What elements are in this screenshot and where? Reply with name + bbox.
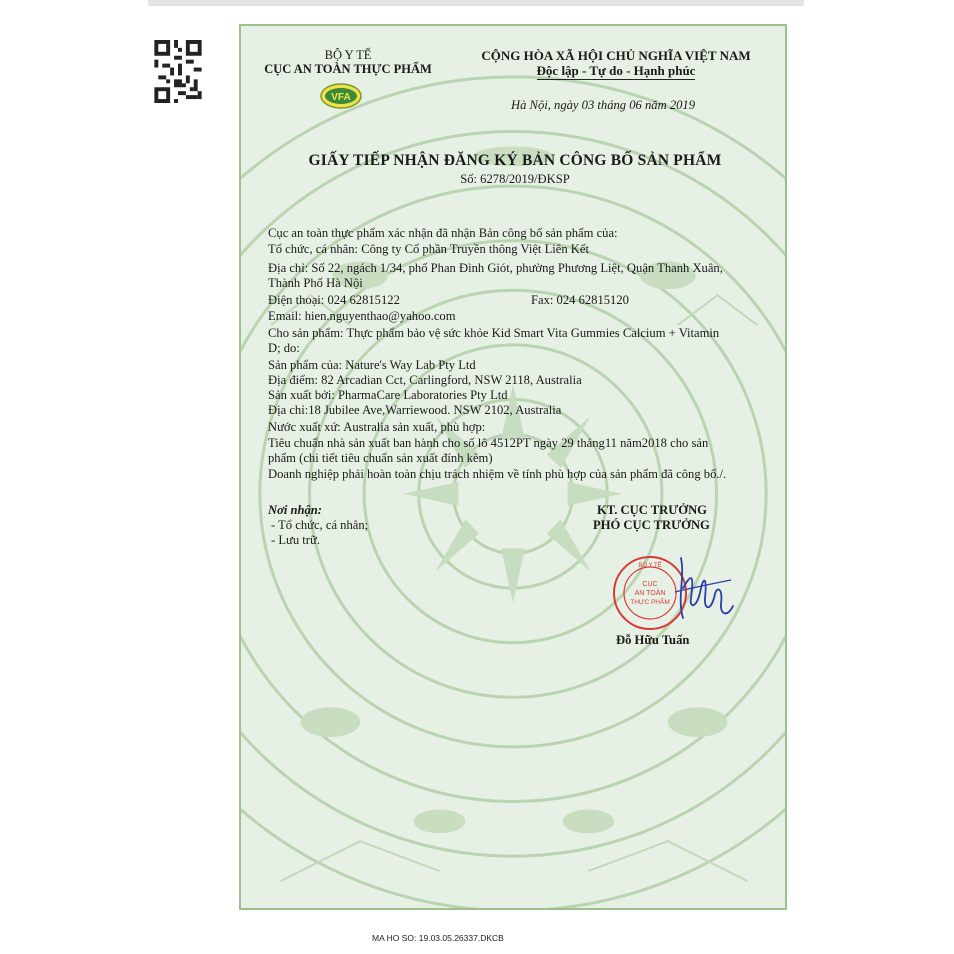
signer-name: Đỗ Hữu Tuấn — [616, 633, 690, 647]
stamp-text-1: CỤC — [642, 581, 658, 588]
stamp-ring-text: BỘ Y TẾ — [638, 563, 662, 569]
dossier-code: MA HO SO: 19.03.05.26337.DKCB — [372, 933, 504, 943]
body-intro: Cục an toàn thực phẩm xác nhận đã nhận Bản công bố sản phẩm của: — [268, 226, 618, 240]
certificate-paper — [239, 24, 787, 910]
body-phone: Điện thoại: 024 62815122 — [268, 293, 400, 307]
body-origin: Nước xuất xứ: Australia sản xuất, phù hợp: — [268, 420, 486, 434]
national-motto: Độc lập - Tự do - Hạnh phúc — [536, 63, 696, 78]
body-organization: Tổ chức, cá nhân: Công ty Cổ phần Truyền thông Việt Liên Kết — [268, 242, 589, 256]
body-product-owner: Sản phẩm của: Nature's Way Lab Pty Ltd — [268, 358, 476, 372]
body-address-line-2: Thành Phố Hà Nội — [268, 276, 363, 290]
signer-title-2: PHÓ CỤC TRƯỞNG — [593, 518, 710, 532]
top-edge-bar — [148, 0, 804, 6]
qr-code-icon — [154, 40, 202, 103]
agency-name: CỤC AN TOÀN THỰC PHẨM — [264, 62, 432, 76]
issue-date: Hà Nội, ngày 03 tháng 06 năm 2019 — [511, 98, 696, 112]
document-title: GIẤY TIẾP NHẬN ĐĂNG KÝ BẢN CÔNG BỐ SẢN PHẨM — [308, 152, 722, 169]
recipient-item-1: - Tổ chức, cá nhân; — [271, 518, 369, 532]
body-standard-line-2: phẩm (chi tiết tiêu chuẩn sản xuất đính kèm) — [268, 451, 493, 465]
body-manufacturer: Sản xuất bởi: PharmaCare Laboratories Pty Ltd — [268, 388, 508, 402]
body-owner-location: Địa điểm: 82 Arcadian Cct, Carlingford, NSW 2118, Australia — [268, 373, 582, 387]
body-responsibility: Doanh nghiệp phải hoàn toàn chịu trách nhiệm về tính phù hợp của sản phẩm đã công bố./. — [268, 467, 727, 481]
signer-title-1: KT. CỤC TRƯỞNG — [597, 503, 707, 517]
recipients-label: Nơi nhận: — [268, 503, 323, 517]
vfa-logo-text: VFA — [331, 92, 351, 103]
body-manufacturer-address: Địa chỉ:18 Jubilee Ave,Warriewood. NSW 2102, Australia — [268, 403, 562, 417]
country-name: CỘNG HÒA XÃ HỘI CHỦ NGHĨA VIỆT NAM — [481, 48, 751, 63]
body-email: Email: hien.nguyenthao@yahoo.com — [268, 309, 456, 323]
body-fax: Fax: 024 62815120 — [531, 293, 629, 307]
stamp-text-3: THỰC PHẨM — [630, 599, 670, 606]
body-product-line-1: Cho sản phẩm: Thực phẩm bảo vệ sức khỏe Kid Smart Vita Gummies Calcium + Vitamin — [268, 326, 720, 340]
body-product-line-2: D; do: — [268, 341, 300, 355]
stamp-text-2: AN TOÀN — [634, 590, 666, 597]
body-standard-line-1: Tiêu chuẩn nhà sản xuất ban hành cho số lô 4512PT ngày 29 tháng11 năm2018 cho sản — [268, 436, 709, 450]
document-body — [241, 26, 787, 910]
ministry-name: BỘ Y TẾ — [324, 48, 372, 62]
recipient-item-2: - Lưu trữ. — [271, 533, 320, 547]
body-address-line-1: Địa chỉ: Số 22, ngách 1/34, phố Phan Đình Giót, phường Phương Liệt, Quận Thanh Xuân, — [268, 261, 723, 275]
document-number: Số: 6278/2019/ĐKSP — [460, 172, 570, 186]
handwritten-signature — [671, 548, 739, 630]
